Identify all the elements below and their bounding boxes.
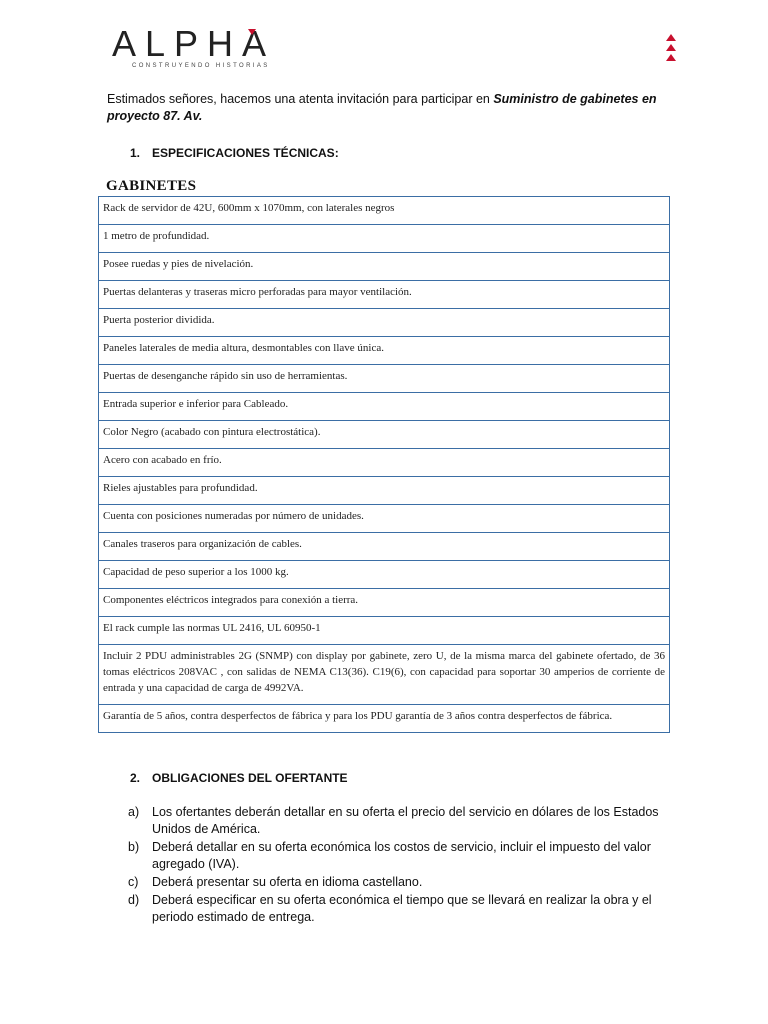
section-number: 2. [130, 771, 141, 785]
spec-cell: Color Negro (acabado con pintura electrostática). [99, 421, 670, 449]
table-row [99, 197, 670, 225]
table-row [99, 337, 670, 365]
table-row [99, 225, 670, 253]
spec-cell: El rack cumple las normas UL 2416, UL 60950-1 [99, 617, 670, 645]
spec-cell: Puertas de desenganche rápido sin uso de herramientas. [99, 365, 670, 393]
table-row [99, 281, 670, 309]
obligations-list [128, 804, 668, 927]
table-row [99, 309, 670, 337]
spec-cell: Rieles ajustables para profundidad. [99, 477, 670, 505]
section-number: 1. [130, 146, 141, 160]
list-item-letter: b) [128, 840, 140, 854]
section-heading-specs [130, 146, 339, 160]
spec-cell: Componentes eléctricos integrados para conexión a tierra. [99, 589, 670, 617]
list-item [128, 874, 668, 891]
list-item-letter: c) [128, 875, 139, 889]
intro-text: Estimados señores, hacemos una atenta invitación para participar en [107, 92, 494, 106]
list-item-text: Los ofertantes deberán detallar en su oferta el precio del servicio en dólares de los Estados Unidos de América. [152, 805, 659, 836]
triangle-stack-icon [664, 34, 678, 64]
table-row [99, 561, 670, 589]
table-row [99, 505, 670, 533]
list-item-text: Deberá detallar en su oferta económica los costos de servicio, incluir el impuesto del valor agregado (IVA). [152, 840, 651, 871]
table-title: GABINETES [106, 178, 197, 194]
spec-cell: 1 metro de profundidad. [99, 225, 670, 253]
intro-paragraph [107, 91, 667, 125]
table-row [99, 449, 670, 477]
spec-cell: Acero con acabado en frío. [99, 449, 670, 477]
table-row [99, 645, 670, 705]
list-item-text: Deberá presentar su oferta en idioma castellano. [152, 875, 423, 889]
spec-cell: Garantía de 5 años, contra desperfectos de fábrica y para los PDU garantía de 3 años contra desperfectos de fábrica. [99, 705, 670, 733]
section-title: OBLIGACIONES DEL OFERTANTE [152, 771, 348, 785]
list-item-letter: d) [128, 893, 140, 907]
spec-cell: Canales traseros para organización de cables. [99, 533, 670, 561]
spec-cell: Cuenta con posiciones numeradas por número de unidades. [99, 505, 670, 533]
intro-project-name: Suministro de gabinetes en proyecto 87. Av. [107, 92, 657, 123]
letterhead [0, 0, 768, 80]
logo-wordmark: ALPHA [112, 23, 276, 64]
table-row [99, 477, 670, 505]
list-item [128, 839, 668, 873]
section-title: ESPECIFICACIONES TÉCNICAS: [152, 146, 339, 160]
table-row [99, 421, 670, 449]
table-row [99, 589, 670, 617]
spec-cell: Entrada superior e inferior para Cableado. [99, 393, 670, 421]
specs-table [98, 196, 670, 733]
table-row [99, 533, 670, 561]
logo-accent-mark [248, 29, 256, 35]
spec-cell: Puerta posterior dividida. [99, 309, 670, 337]
list-item-text: Deberá especificar en su oferta económica el tiempo que se llevará en realizar la obra y el periodo estimado de entrega. [152, 893, 652, 924]
spec-cell: Capacidad de peso superior a los 1000 kg. [99, 561, 670, 589]
table-row [99, 705, 670, 733]
table-row [99, 617, 670, 645]
spec-cell: Rack de servidor de 42U, 600mm x 1070mm, con laterales negros [99, 197, 670, 225]
table-row [99, 393, 670, 421]
list-item [128, 804, 668, 838]
spec-cell: Paneles laterales de media altura, desmontables con llave única. [99, 337, 670, 365]
section-heading-obligations [130, 771, 348, 785]
company-logo [112, 24, 275, 69]
spec-cell: Posee ruedas y pies de nivelación. [99, 253, 670, 281]
list-item [128, 892, 668, 926]
spec-cell: Puertas delanteras y traseras micro perforadas para mayor ventilación. [99, 281, 670, 309]
list-item-letter: a) [128, 805, 140, 819]
spec-cell: Incluir 2 PDU administrables 2G (SNMP) con display por gabinete, zero U, de la misma marca del gabinete ofertado, de 36 tomas eléctricos 208VAC , con salidas de NEMA C13(36). C19(6), con capacidad para soportar 30 amperios de corriente de entrada y una capacidad de carga de 4992VA. [99, 645, 670, 705]
table-row [99, 365, 670, 393]
logo-tagline: CONSTRUYENDO HISTORIAS [132, 63, 270, 69]
table-row [99, 253, 670, 281]
